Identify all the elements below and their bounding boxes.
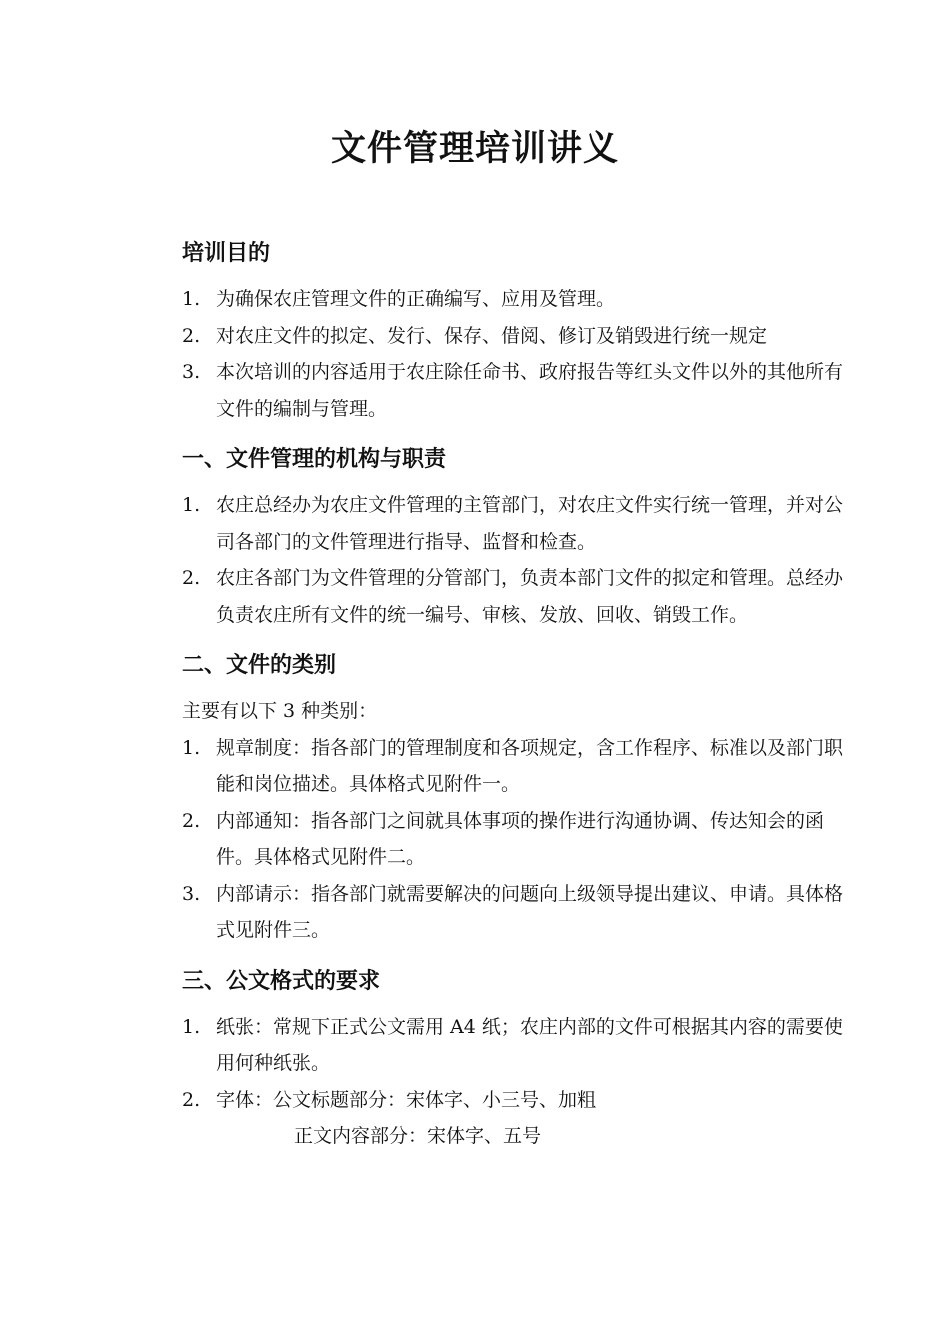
list-item xyxy=(182,560,844,633)
list-item xyxy=(182,730,844,803)
document-body xyxy=(182,231,844,1155)
list-item xyxy=(182,354,844,427)
list-item-text: 农庄总经办为农庄文件管理的主管部门，对农庄文件实行统一管理，并对公司各部门的文件管理进行指导、监督和检查。 xyxy=(216,494,844,553)
list-item-number: 1. xyxy=(182,288,201,310)
section-heading-organization: 一、文件管理的机构与职责 xyxy=(182,447,447,472)
list-item xyxy=(182,1009,844,1082)
list-item-number: 1. xyxy=(182,736,201,759)
list-item-number: 3. xyxy=(182,882,201,905)
list-item-text: 纸张：常规下正式公文需用 A4 纸；农庄内部的文件可根据其内容的需要使用何种纸张。 xyxy=(216,1015,843,1074)
list-item-number: 2. xyxy=(182,809,201,832)
list-item-number: 2. xyxy=(182,1088,201,1111)
section-categories xyxy=(182,643,844,949)
section-heading-purpose: 培训目的 xyxy=(182,241,271,266)
section-organization xyxy=(182,437,844,633)
list-item-text: 对农庄文件的拟定、发行、保存、借阅、修订及销毁进行统一规定 xyxy=(216,324,768,347)
list-item xyxy=(182,803,844,876)
list-item-number: 2. xyxy=(182,324,201,347)
list-item-text: 农庄各部门为文件管理的分管部门，负责本部门文件的拟定和管理。总经办负责农庄所有文件的统一编号、审核、发放、回收、销毁工作。 xyxy=(216,567,844,626)
list-item-text: 内部请示：指各部门就需要解决的问题向上级领导提出建议、申请。具体格式见附件三。 xyxy=(216,882,844,941)
list-item-text: 为确保农庄管理文件的正确编写、应用及管理。 xyxy=(216,288,616,310)
font-title-line: 字体：公文标题部分：宋体字、小三号、加粗 xyxy=(216,1088,597,1111)
section-format-requirements xyxy=(182,959,844,1155)
list-item xyxy=(182,487,844,560)
format-list xyxy=(182,1009,844,1155)
list-item-text: 本次培训的内容适用于农庄除任命书、政府报告等红头文件以外的其他所有文件的编制与管理。 xyxy=(216,361,844,420)
list-item-number: 2. xyxy=(182,567,201,589)
list-item xyxy=(182,281,844,318)
organization-list xyxy=(182,487,844,633)
list-item-text: 规章制度：指各部门的管理制度和各项规定，含工作程序、标准以及部门职能和岗位描述。具体格式见附件一。 xyxy=(216,736,844,795)
purpose-list xyxy=(182,281,844,427)
list-item xyxy=(182,318,844,355)
document-title: 文件管理培训讲义 xyxy=(330,128,619,169)
categories-intro: 主要有以下 3 种类别： xyxy=(182,700,378,722)
list-item-number: 1. xyxy=(182,1015,201,1038)
list-item-text: 内部通知：指各部门之间就具体事项的操作进行沟通协调、传达知会的函件。具体格式见附件二。 xyxy=(216,809,825,868)
list-item-number: 3. xyxy=(182,361,201,383)
list-item xyxy=(182,1082,844,1155)
section-heading-categories: 二、文件的类别 xyxy=(182,653,337,678)
font-body-line: 正文内容部分：宋体字、五号 xyxy=(294,1125,542,1147)
list-item-number: 1. xyxy=(182,494,201,516)
categories-list xyxy=(182,730,844,949)
list-item xyxy=(182,876,844,949)
section-training-purpose xyxy=(182,231,844,427)
section-heading-format: 三、公文格式的要求 xyxy=(182,968,381,994)
